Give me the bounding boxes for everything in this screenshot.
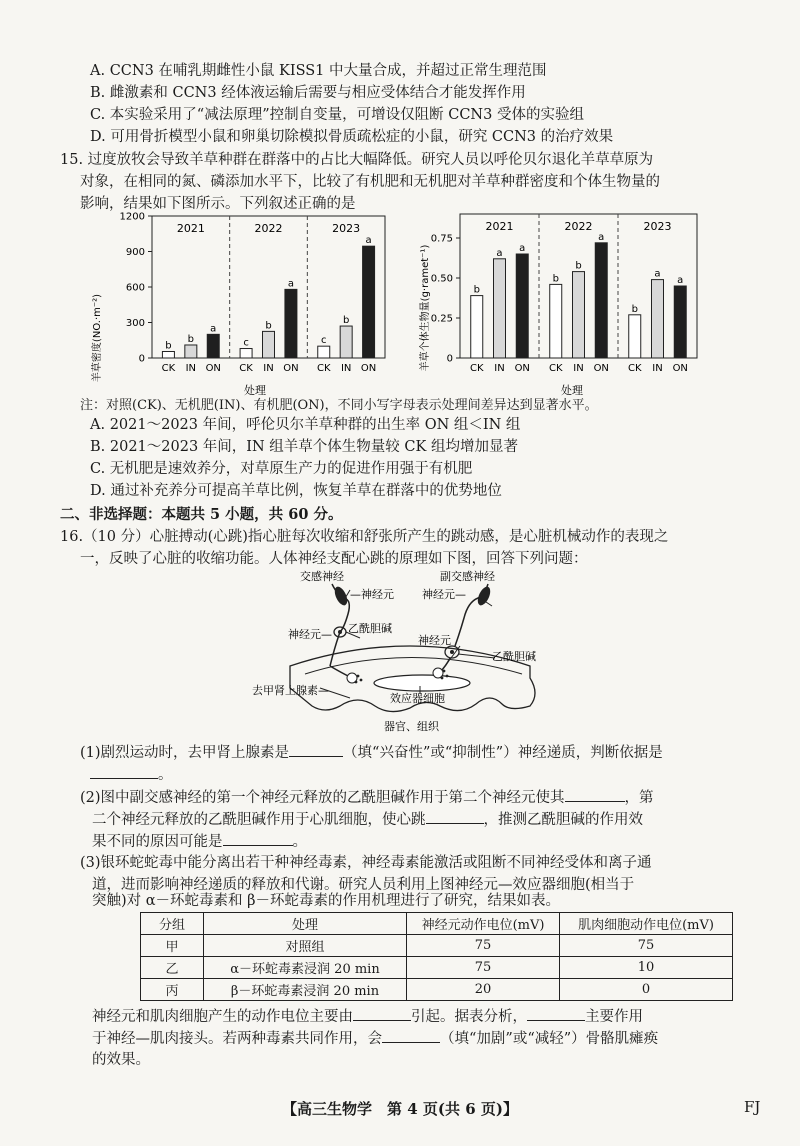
table-header-row xyxy=(141,913,733,935)
significance-letter: a xyxy=(287,278,294,290)
year-label: 2023 xyxy=(643,220,672,233)
category-label: IN xyxy=(573,363,584,374)
significance-letter: b xyxy=(187,333,195,345)
table-cell: 75 xyxy=(407,935,560,957)
q16-part3-line3: 突触)对 α－环蛇毒素和 β－环蛇毒素的作用机理进行了研究，结果如表。 xyxy=(92,893,561,909)
label-ne: 去甲肾上腺素— xyxy=(252,684,329,697)
biomass-chart xyxy=(412,208,712,398)
label-neuron-3: 神经元— xyxy=(288,628,332,641)
q16-p2-text-b: ，第 xyxy=(624,790,654,806)
q16-p3-text-b: 引起。据表分析， xyxy=(411,1009,527,1025)
chart1-ylabel: 羊草密度(NO.·m⁻²) xyxy=(92,293,103,383)
label-parasympathetic: 副交感神经 xyxy=(440,570,495,583)
y-tick-label: 600 xyxy=(125,282,145,294)
category-label: ON xyxy=(283,363,299,374)
q16-part3-line5 xyxy=(92,1028,658,1049)
label-organ: 器官、组织 xyxy=(384,720,439,733)
q15-option-a: A. 2021～2023 年间，呼伦贝尔羊草种群的出生率 ON 组＜IN 组 xyxy=(90,417,521,433)
section-2-heading: 二、非选择题：本题共 5 小题，共 60 分。 xyxy=(60,506,343,523)
bar xyxy=(595,243,607,358)
footer-code: FJ xyxy=(744,1098,761,1116)
category-label: CK xyxy=(548,363,563,374)
q16-p3-text-a: 神经元和肌肉细胞产生的动作电位主要由 xyxy=(92,1009,353,1025)
significance-letter: b xyxy=(575,260,582,272)
table-cell: 对照组 xyxy=(204,935,407,957)
chart2-ylabel: 羊草个体生物量(g·ramet⁻¹) xyxy=(420,244,431,372)
significance-letter: a xyxy=(598,231,605,243)
table-header-cell: 肌肉细胞动作电位(mV) xyxy=(560,913,733,935)
year-label: 2022 xyxy=(254,222,283,235)
q16-p1-blank-1[interactable] xyxy=(289,742,343,757)
category-label: CK xyxy=(316,363,331,374)
label-neuron-1: —神经元 xyxy=(350,588,394,601)
results-table xyxy=(140,912,733,1001)
q16-p3-blank-2[interactable] xyxy=(527,1006,585,1021)
significance-letter: a xyxy=(654,268,661,280)
table-header-cell: 分组 xyxy=(141,913,204,935)
chart1-xlabel: 处理 xyxy=(244,384,266,397)
page-footer: 【高三生物学 第 4 页(共 6 页)】 xyxy=(282,1100,518,1118)
category-label: CK xyxy=(627,363,642,374)
category-label: IN xyxy=(263,363,274,374)
bar xyxy=(207,334,219,358)
significance-letter: c xyxy=(321,335,327,347)
label-sympathetic: 交感神经 xyxy=(300,570,344,583)
table-cell: β－环蛇毒素浸润 20 min xyxy=(204,979,407,1001)
q15-note: 注：对照(CK)、无机肥(IN)、有机肥(ON)，不同小写字母表示处理间差异达到显著水平。 xyxy=(80,398,598,413)
q15-stem-line3: 影响，结果如下图所示。下列叙述正确的是 xyxy=(80,196,356,212)
q16-p2-text-c: 二个神经元释放的乙酰胆碱作用于心肌细胞，使心跳 xyxy=(92,812,426,828)
category-label: ON xyxy=(360,363,377,374)
q16-p2-text-f: 。 xyxy=(292,834,307,850)
y-tick-label: 0.50 xyxy=(430,273,453,285)
significance-letter: b xyxy=(473,284,480,296)
q16-part3-line1: (3)银环蛇蛇毒中能分离出若干种神经毒素，神经毒素能激活或阻断不同神经受体和离子通 xyxy=(80,855,652,871)
chart1-plot xyxy=(120,212,385,375)
q16-part2 xyxy=(80,787,654,808)
y-tick-label: 0.75 xyxy=(430,233,453,245)
category-label: IN xyxy=(652,363,663,374)
significance-letter: b xyxy=(552,273,559,285)
q15-option-c: C. 无机肥是速效养分，对草原生产力的促进作用强于有机肥 xyxy=(90,461,473,477)
significance-letter: b xyxy=(631,303,638,315)
table-cell: 0 xyxy=(560,979,733,1001)
q16-part2-line3 xyxy=(92,831,307,852)
y-tick-label: 1200 xyxy=(119,211,145,223)
label-neuron-4: 神经元 xyxy=(418,634,451,647)
significance-letter: c xyxy=(243,337,249,349)
category-label: ON xyxy=(672,363,688,374)
q16-part3-line2: 道，进而影响神经递质的释放和代谢。研究人员利用上图神经元—效应器细胞(相当于 xyxy=(92,877,635,893)
q16-p3-text-d: 于神经—肌肉接头。若两种毒素共同作用，会 xyxy=(92,1031,382,1047)
q16-part1 xyxy=(80,742,663,763)
table-cell: 10 xyxy=(560,957,733,979)
table-cell: 甲 xyxy=(141,935,204,957)
q16-p1-text-b: （填“兴奋性”或“抑制性”）神经递质，判断依据是 xyxy=(343,745,663,761)
bar xyxy=(318,346,330,358)
bar xyxy=(240,349,252,358)
q16-p1-end: 。 xyxy=(158,767,173,783)
label-ach-1: 乙酰胆碱 xyxy=(348,622,392,635)
q14-option-a: A. CCN3 在哺乳期雌性小鼠 KISS1 中大量合成，并超过正常生理范围 xyxy=(90,63,547,79)
category-label: CK xyxy=(239,363,253,374)
significance-letter: b xyxy=(342,315,350,327)
y-tick-label: 0.25 xyxy=(430,313,453,325)
y-tick-label: 0 xyxy=(446,353,453,365)
table-cell: 75 xyxy=(407,957,560,979)
q16-part1-line2 xyxy=(90,764,173,785)
table-header-cell: 神经元动作电位(mV) xyxy=(407,913,560,935)
q16-p3-blank-1[interactable] xyxy=(353,1006,411,1021)
chart2-plot xyxy=(431,214,697,374)
category-label: IN xyxy=(494,363,505,374)
bar xyxy=(185,345,197,358)
category-label: ON xyxy=(514,363,530,374)
significance-letter: a xyxy=(677,275,684,286)
q16-stem-line2: 一，反映了心脏的收缩功能。人体神经支配心跳的原理如下图，回答下列问题： xyxy=(80,551,588,567)
nerve-diagram xyxy=(240,566,570,736)
bar xyxy=(340,326,352,358)
bar xyxy=(674,286,686,358)
table-row xyxy=(141,979,733,1001)
significance-letter: a xyxy=(365,235,372,247)
category-label: CK xyxy=(161,363,176,374)
category-label: CK xyxy=(469,363,484,374)
q16-p1-blank-2[interactable] xyxy=(90,764,158,779)
label-ach-2: 乙酰胆碱 xyxy=(492,650,536,663)
q16-part3-line6: 的效果。 xyxy=(92,1052,150,1068)
q16-part3-line4 xyxy=(92,1006,643,1027)
q15-option-d: D. 通过补充养分可提高羊草比例，恢复羊草在群落中的优势地位 xyxy=(90,483,502,499)
significance-letter: a xyxy=(496,247,503,259)
q16-p2-text-e: 果不同的原因可能是 xyxy=(92,834,223,850)
year-label: 2021 xyxy=(176,222,205,235)
table-cell: α－环蛇毒素浸润 20 min xyxy=(204,957,407,979)
year-label: 2023 xyxy=(332,222,361,235)
y-tick-label: 0 xyxy=(138,353,145,365)
year-label: 2022 xyxy=(564,220,593,233)
q16-stem-line1: 16.（10 分）心脏搏动(心跳)指心脏每次收缩和舒张所产生的跳动感，是心脏机械动作的表现之 xyxy=(60,529,669,545)
table-header-cell: 处理 xyxy=(204,913,407,935)
table-row xyxy=(141,935,733,957)
q14-option-c: C. 本实验采用了“减法原理”控制自变量，可增设仅阻断 CCN3 受体的实验组 xyxy=(90,107,584,123)
q16-p2-blank-2[interactable] xyxy=(426,809,484,824)
significance-letter: b xyxy=(165,340,172,352)
table-cell: 20 xyxy=(407,979,560,1001)
chart2-xlabel: 处理 xyxy=(561,384,583,397)
q16-p3-text-e: （填“加剧”或“减轻”）骨骼肌瘫痪 xyxy=(440,1031,659,1047)
bar xyxy=(629,315,641,358)
q16-p3-text-c: 主要作用 xyxy=(585,1009,643,1025)
q16-p3-blank-3[interactable] xyxy=(382,1028,440,1043)
bar xyxy=(285,289,297,358)
bar xyxy=(573,272,585,358)
significance-letter: b xyxy=(265,320,272,332)
q16-p2-blank-1[interactable] xyxy=(565,787,625,802)
bar xyxy=(516,254,528,358)
q15-stem-line1: 15. 过度放牧会导致羊草种群在群落中的占比大幅降低。研究人员以呼伦贝尔退化羊草草原为 xyxy=(60,152,654,168)
bar xyxy=(494,259,506,358)
q15-option-b: B. 2021～2023 年间，IN 组羊草个体生物量较 CK 组均增加显著 xyxy=(90,439,518,455)
q16-p2-text-a: (2)图中副交感神经的第一个神经元释放的乙酰胆碱作用于第二个神经元使其 xyxy=(80,790,565,806)
density-chart xyxy=(80,208,400,398)
q14-option-b: B. 雌激素和 CCN3 经体液运输后需要与相应受体结合才能发挥作用 xyxy=(90,85,526,101)
bar xyxy=(363,246,375,358)
category-label: ON xyxy=(593,363,609,374)
table-cell: 75 xyxy=(560,935,733,957)
label-effector: 效应器细胞 xyxy=(390,692,445,705)
table-row xyxy=(141,957,733,979)
bar xyxy=(471,296,483,358)
bar xyxy=(550,284,562,358)
q15-stem-line2: 对象，在相同的氮、磷添加水平下，比较了有机肥和无机肥对羊草种群密度和个体生物量的 xyxy=(80,174,660,190)
significance-letter: a xyxy=(210,323,217,335)
bar xyxy=(263,331,275,358)
y-tick-label: 300 xyxy=(125,318,145,329)
q16-part2-line2 xyxy=(92,809,643,830)
bar xyxy=(652,280,664,358)
category-label: IN xyxy=(340,363,352,374)
category-label: ON xyxy=(205,363,221,374)
q14-option-d: D. 可用骨折模型小鼠和卵巢切除模拟骨质疏松症的小鼠，研究 CCN3 的治疗效果 xyxy=(90,129,614,145)
q16-p2-blank-3[interactable] xyxy=(223,831,293,846)
table-cell: 乙 xyxy=(141,957,204,979)
significance-letter: a xyxy=(519,243,526,254)
year-label: 2021 xyxy=(485,220,514,233)
q16-p1-text-a: (1)剧烈运动时，去甲肾上腺素是 xyxy=(80,745,290,761)
effector-cell xyxy=(374,675,470,691)
q16-p2-text-d: ，推测乙酰胆碱的作用效 xyxy=(483,812,643,828)
label-neuron-2: 神经元— xyxy=(422,588,466,601)
y-tick-label: 900 xyxy=(125,247,145,258)
category-label: IN xyxy=(185,363,197,374)
table-cell: 丙 xyxy=(141,979,204,1001)
bar xyxy=(162,351,174,358)
